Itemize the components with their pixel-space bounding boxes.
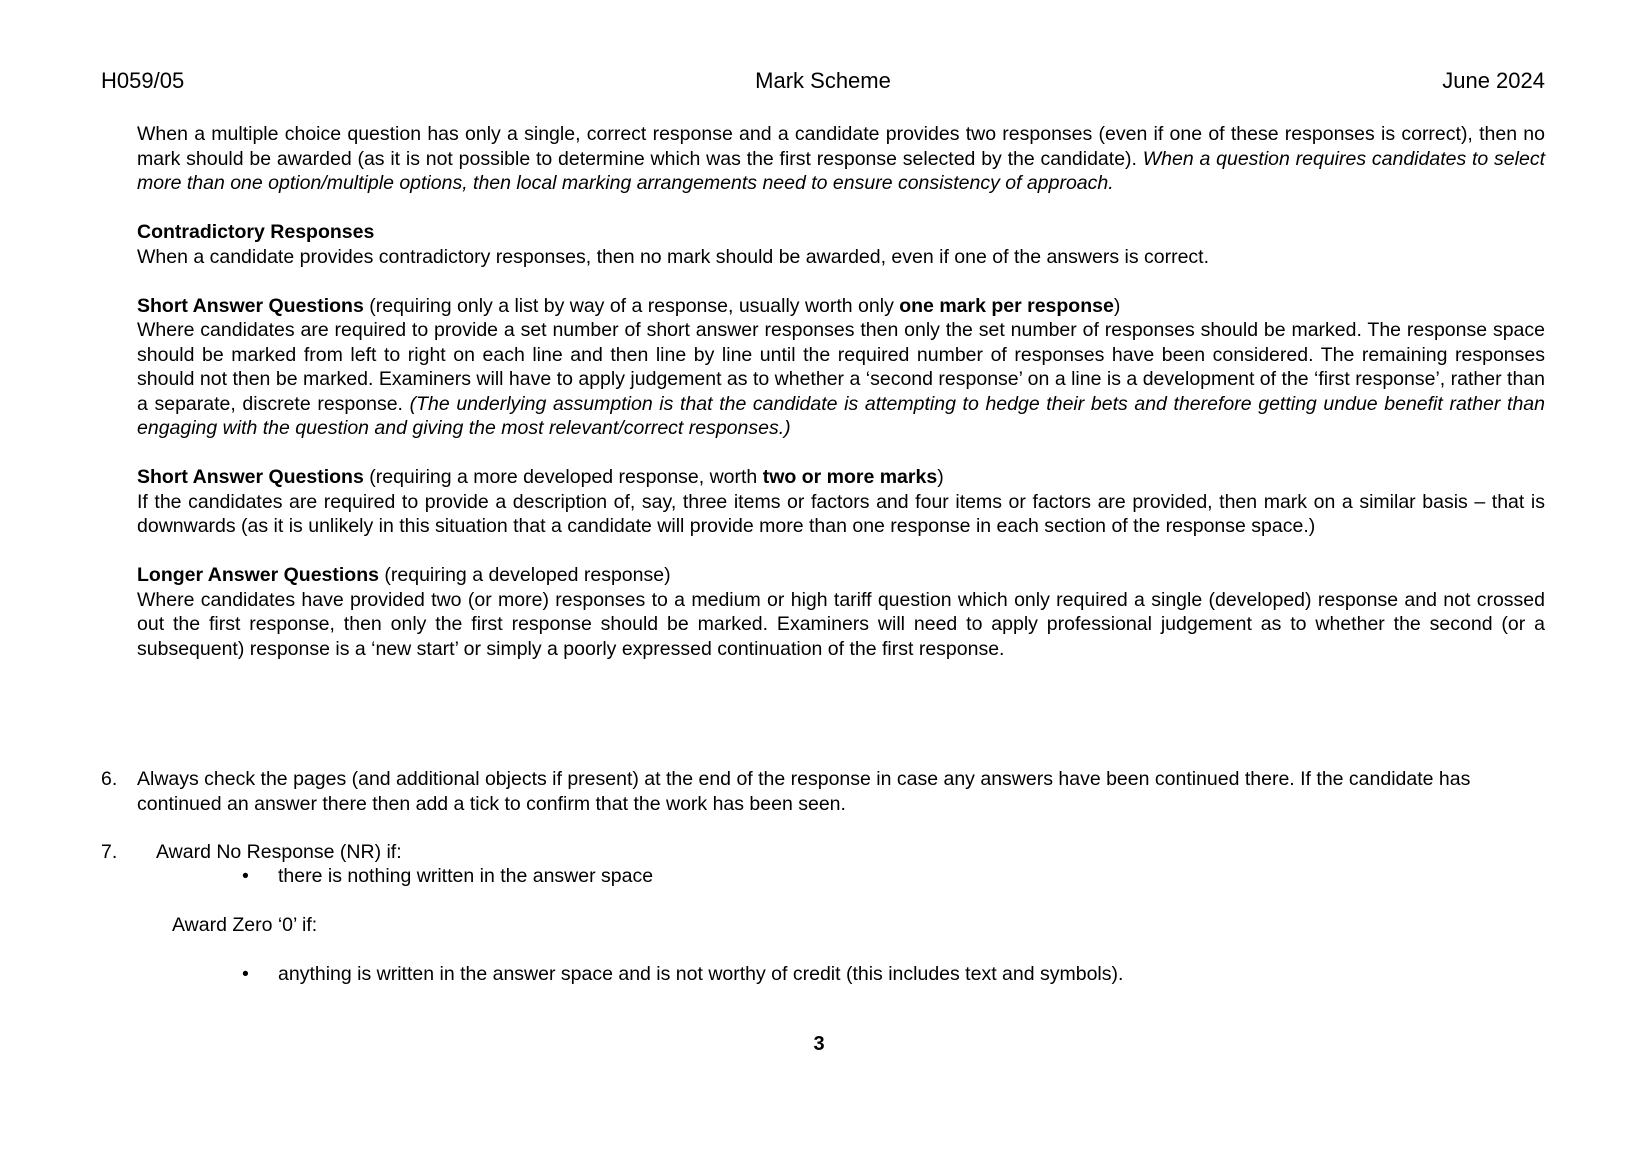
nr-heading: Award No Response (NR) if: xyxy=(156,841,402,863)
item-7-number: 7. xyxy=(101,841,118,863)
mcq-text: When a multiple choice question has only a single, correct response and a candidate provides two responses (even if one of these responses is correct), then no mark should be awarded (as it is not possible to determine which was the first response selected by the candidate). xyxy=(137,123,1545,170)
nr-bullet-text: there is nothing written in the answer space xyxy=(278,865,654,887)
short-list-text: Where candidates are required to provide a set number of short answer responses then only the set number of responses should be marked. The response space should be marked from left to right on each line and then line by line until the required number of responses have been considered. The remaining responses should not then be marked. Examiners will have to apply judgement as to whether a ‘second response’ on a line is a development of the ‘first response’, rather than a separate, discrete response. xyxy=(137,319,1545,415)
mcq-paragraph xyxy=(137,122,1545,196)
longer-paragraph: Where candidates have provided two (or more) responses to a medium or high tariff question which only required a single (developed) response and not crossed out the first response, then only the first response should be marked. Examiners will need to apply professional judgement as to whether the second (or a subsequent) response is a ‘new start’ or simply a poorly expressed continuation of the first response. xyxy=(137,588,1545,660)
short-developed-heading: Short Answer Questions (requiring a more developed response, worth two or more marks) xyxy=(137,466,944,488)
contradictory-paragraph: When a candidate provides contradictory responses, then no mark should be awarded, even if one of the answers is correct. xyxy=(137,245,1210,268)
page-number: 3 xyxy=(813,1033,825,1055)
short-list-italic-note: (The underlying assumption is that the candidate is attempting to hedge their bets and therefore getting undue benefit rather than engaging with the question and giving the most relevant/correct responses.) xyxy=(137,392,1545,439)
item-7 xyxy=(101,840,1545,865)
bullet-icon: • xyxy=(242,865,249,887)
item-6 xyxy=(101,767,1545,816)
item-6-text: Always check the pages (and additional objects if present) at the end of the response in case any answers have been continued there. If the candidate has continued an answer there then add a tick to confirm that the work has been seen. xyxy=(137,768,1471,815)
short-developed-paragraph: If the candidates are required to provide a description of, say, three items or factors and four items or factors are provided, then mark on a similar basis – that is downwards (as it is unlikely in this situation that a candidate will provide more than one response in each section of the response space.) xyxy=(137,490,1545,537)
contradictory-heading: Contradictory Responses xyxy=(137,221,375,243)
mcq-italic-note: When a question requires candidates to select more than one option/multiple options, then local marking arrangements need to ensure consistency of approach. xyxy=(137,147,1545,194)
zero-bullet-text: anything is written in the answer space and is not worthy of credit (this includes text and symbols). xyxy=(278,963,1124,985)
zero-heading: Award Zero ‘0’ if: xyxy=(172,914,318,936)
short-list-heading: Short Answer Questions (requiring only a list by way of a response, usually worth only one mark per response) xyxy=(137,294,1121,317)
document-code: H059/05 xyxy=(101,68,185,93)
item-6-number: 6. xyxy=(101,768,118,790)
document-title: Mark Scheme xyxy=(755,68,891,93)
short-list-paragraph xyxy=(137,318,1545,441)
page-header xyxy=(101,68,1545,98)
document-date: June 2024 xyxy=(1442,68,1545,93)
longer-heading: Longer Answer Questions (requiring a developed response) xyxy=(137,564,671,586)
main-content xyxy=(137,122,1545,661)
bullet-icon: • xyxy=(242,963,249,985)
